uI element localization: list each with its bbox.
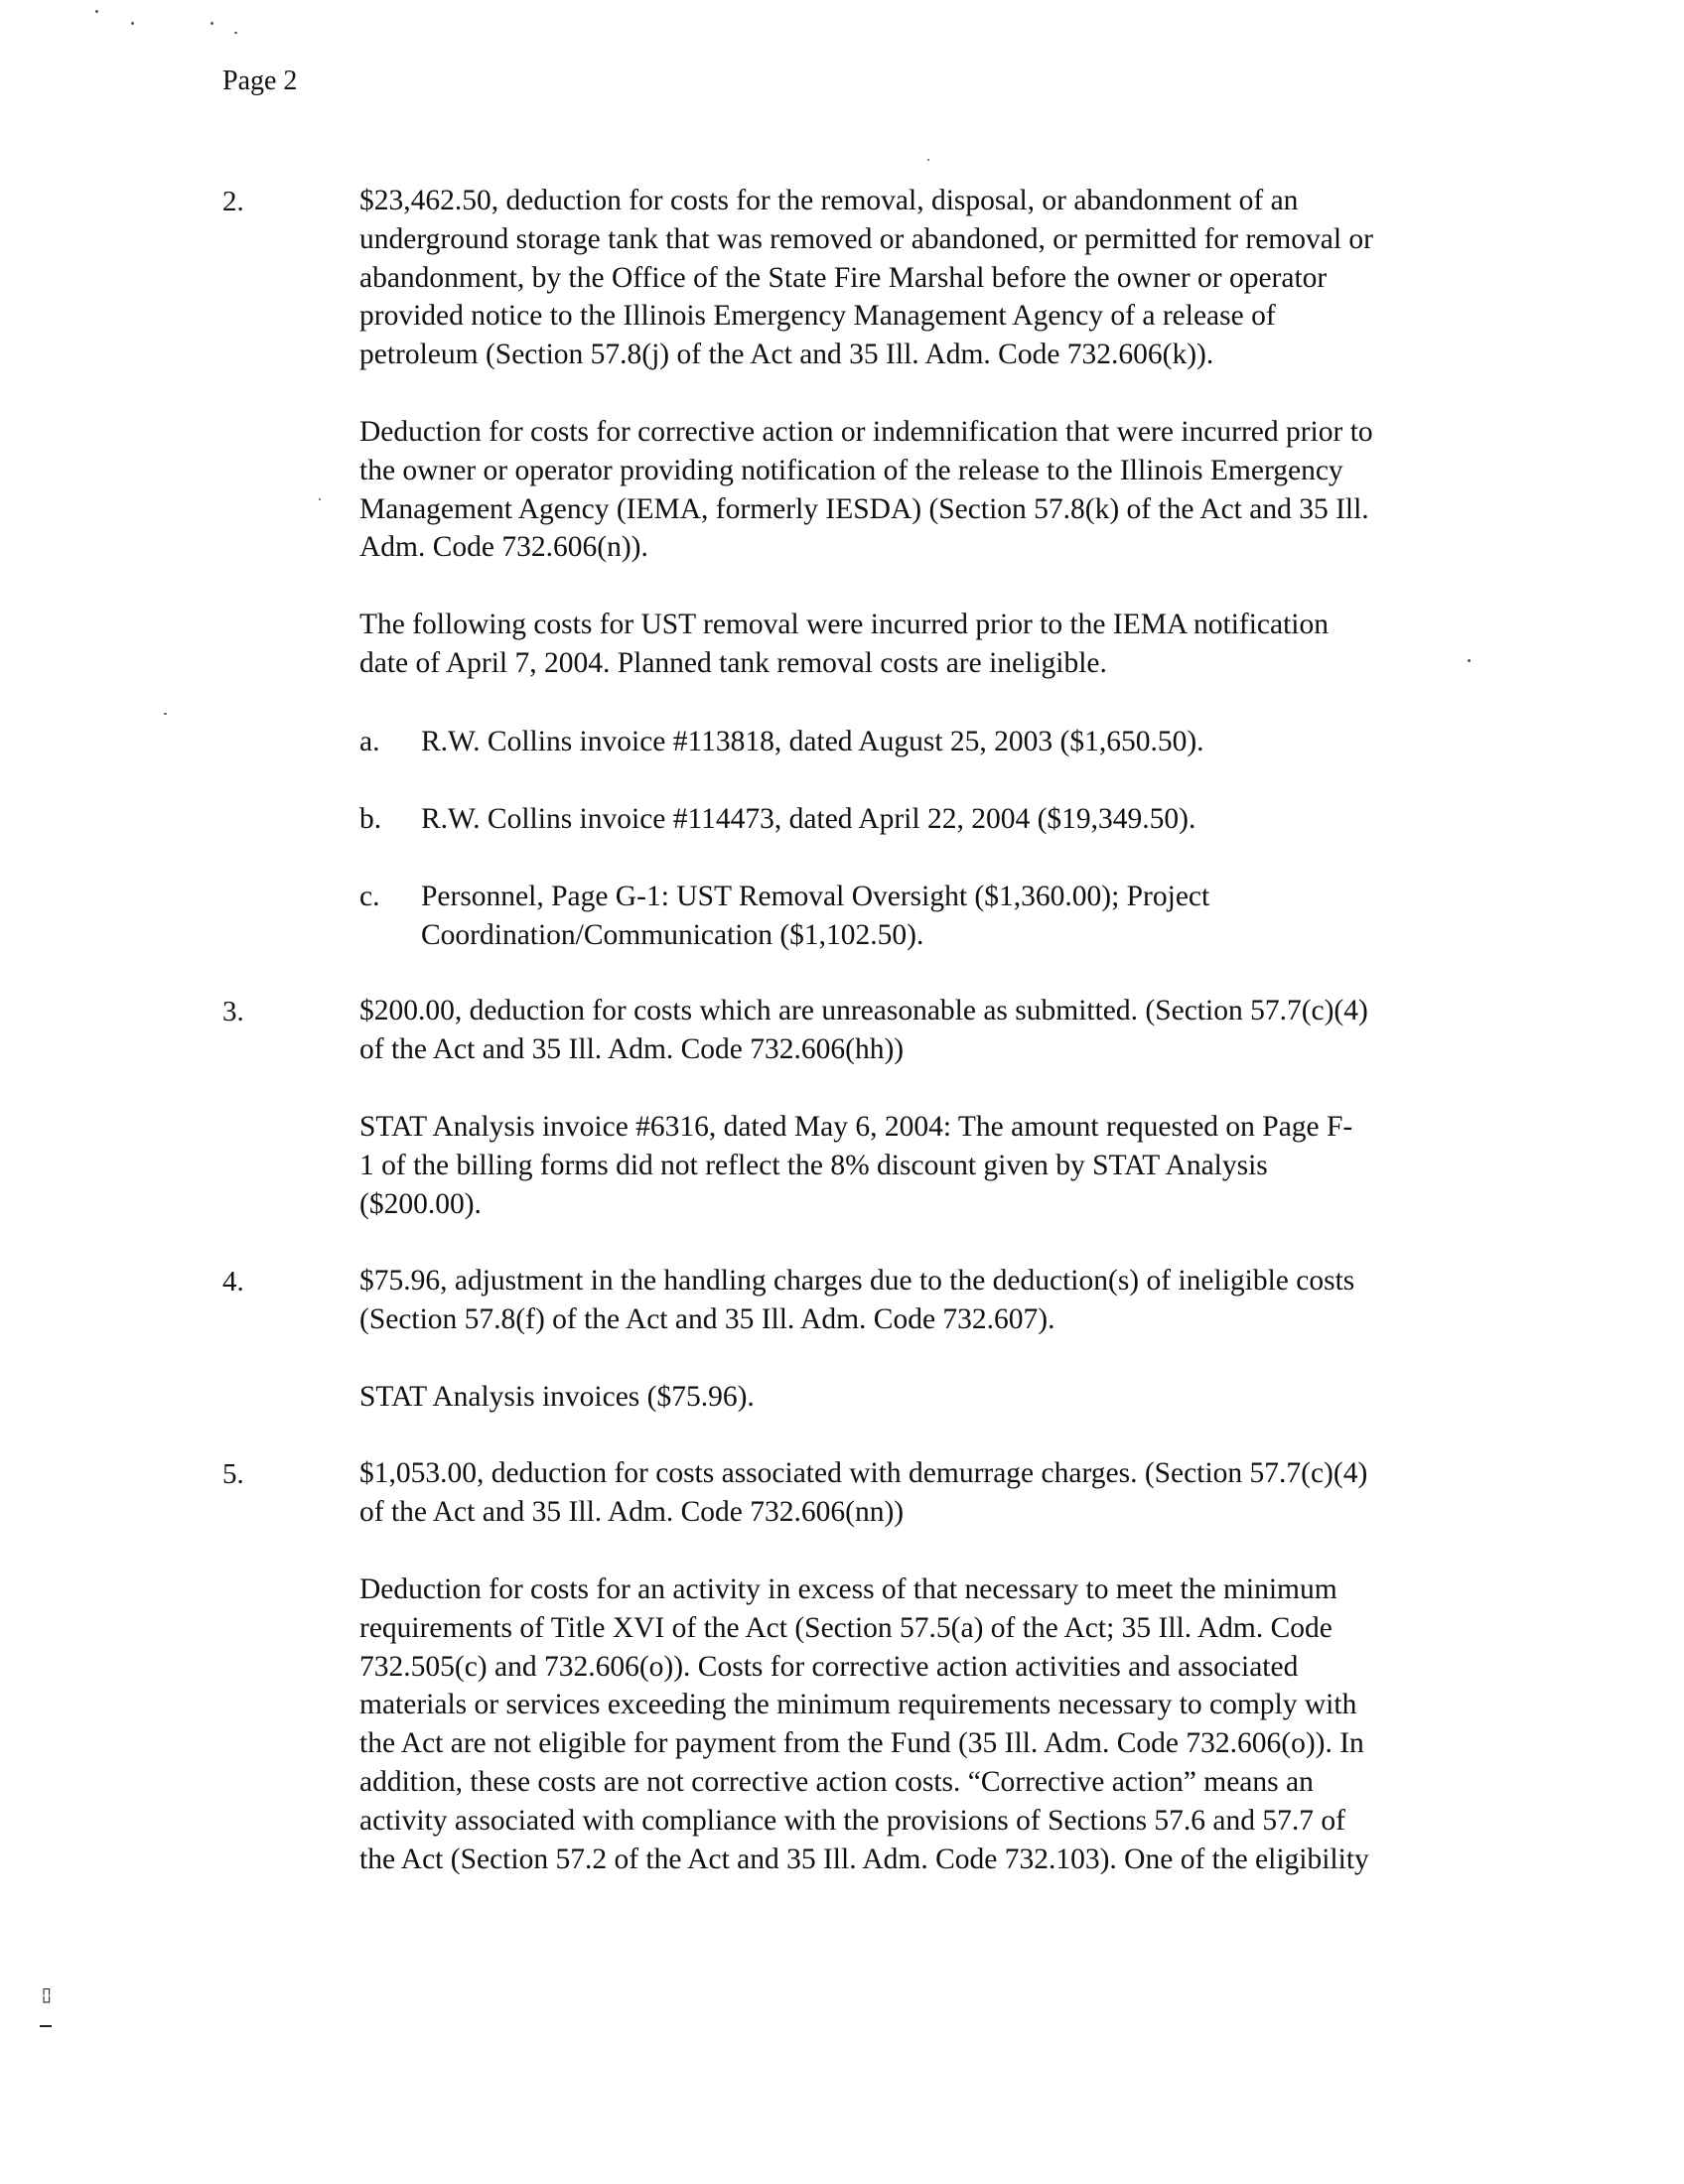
text-line: materials or services exceeding the minimum requirements necessary to comply with (359, 1689, 1357, 1721)
item-5-paragraph (359, 1454, 1511, 1532)
margin-code-mark: ⊏⊐ (40, 1987, 55, 2003)
scan-speck (95, 10, 98, 13)
scan-speck (210, 22, 213, 25)
text-line: date of April 7, 2004. Planned tank removal costs are ineligible. (359, 646, 1107, 679)
text-line: Deduction for costs for corrective action or indemnification that were incurred prior to (359, 416, 1373, 448)
subitem-b-text (421, 800, 1195, 839)
text-line: the owner or operator providing notification of the release to the Illinois Emergency (359, 454, 1343, 486)
scan-speck (1468, 659, 1471, 662)
scan-speck (131, 22, 134, 25)
text-line: Management Agency (IEMA, formerly IESDA) (Section 57.8(k) of the Act and 35 Ill. (359, 492, 1369, 525)
text-line: $200.00, deduction for costs which are unreasonable as submitted. (Section 57.7(c)(4) (359, 995, 1368, 1026)
text-line: underground storage tank that was removed or abandoned, or permitted for removal or (359, 222, 1373, 255)
item-3-stat-paragraph (359, 1108, 1511, 1223)
text-line: The following costs for UST removal were incurred prior to the IEMA notification (359, 609, 1329, 640)
scan-speck (234, 32, 237, 34)
subitem-a-letter: a. (359, 726, 380, 757)
item-2-ust-paragraph (359, 606, 1511, 683)
text-line: addition, these costs are not corrective action costs. “Corrective action” means an (359, 1765, 1314, 1798)
text-line: activity associated with compliance with the provisions of Sections 57.6 and 57.7 of (359, 1804, 1345, 1837)
item-3-number: 3. (222, 996, 244, 1027)
margin-dash (40, 2025, 52, 2027)
item-2-paragraph (359, 182, 1511, 374)
text-line: the Act are not eligible for payment from the Fund (35 Ill. Adm. Code 732.606(o)). In (359, 1727, 1364, 1760)
subitem-c-letter: c. (359, 881, 380, 912)
text-line: ($200.00). (359, 1187, 482, 1220)
text-line: petroleum (Section 57.8(j) of the Act and 35 Ill. Adm. Code 732.606(k)). (359, 339, 1214, 371)
text-line: the Act (Section 57.2 of the Act and 35 Ill. Adm. Code 732.103). One of the eligibility (359, 1843, 1369, 1875)
subitem-a-text (421, 723, 1204, 761)
text-line: requirements of Title XVI of the Act (Section 57.5(a) of the Act; 35 Ill. Adm. Code (359, 1611, 1333, 1644)
text-line: Adm. Code 732.606(n)). (359, 531, 648, 564)
item-4-paragraph (359, 1262, 1511, 1339)
page-label: Page 2 (222, 66, 298, 96)
text-line: R.W. Collins invoice #113818, dated August 25, 2003 ($1,650.50). (421, 726, 1204, 757)
item-4-stat-paragraph (359, 1378, 1511, 1417)
text-line: STAT Analysis invoices ($75.96). (359, 1381, 755, 1413)
item-3-paragraph (359, 992, 1511, 1069)
item-5-number: 5. (222, 1458, 244, 1490)
text-line: 732.505(c) and 732.606(o)). Costs for corrective action activities and associated (359, 1650, 1299, 1683)
text-line: Personnel, Page G-1: UST Removal Oversight ($1,360.00); Project (421, 881, 1210, 912)
item-5-deduction-paragraph (359, 1570, 1511, 1878)
subitem-b-letter: b. (359, 803, 382, 835)
text-line: abandonment, by the Office of the State Fire Marshal before the owner or operator (359, 261, 1328, 294)
text-line: STAT Analysis invoice #6316, dated May 6, 2004: The amount requested on Page F- (359, 1111, 1353, 1143)
scan-speck (164, 713, 167, 715)
text-line: provided notice to the Illinois Emergency Management Agency of a release of (359, 300, 1276, 333)
scan-speck (927, 159, 929, 161)
text-line: Deduction for costs for an activity in excess of that necessary to meet the minimum (359, 1573, 1337, 1605)
item-2-deduction-paragraph (359, 413, 1511, 567)
text-line: (Section 57.8(f) of the Act and 35 Ill. Adm. Code 732.607). (359, 1302, 1055, 1335)
text-line: $1,053.00, deduction for costs associated with demurrage charges. (Section 57.7(c)(4) (359, 1457, 1368, 1489)
text-line: R.W. Collins invoice #114473, dated April 22, 2004 ($19,349.50). (421, 803, 1196, 835)
item-2-number: 2. (222, 186, 244, 217)
text-line: $23,462.50, deduction for costs for the removal, disposal, or abandonment of an (359, 185, 1299, 216)
text-line: of the Act and 35 Ill. Adm. Code 732.606(nn)) (359, 1495, 905, 1528)
text-line: of the Act and 35 Ill. Adm. Code 732.606(hh)) (359, 1032, 905, 1065)
scan-speck (319, 498, 321, 500)
subitem-c-text (421, 878, 1209, 955)
text-line: $75.96, adjustment in the handling charges due to the deduction(s) of ineligible costs (359, 1265, 1355, 1297)
item-4-number: 4. (222, 1266, 244, 1297)
text-line: Coordination/Communication ($1,102.50). (421, 918, 924, 951)
text-line: 1 of the billing forms did not reflect the 8% discount given by STAT Analysis (359, 1149, 1268, 1181)
